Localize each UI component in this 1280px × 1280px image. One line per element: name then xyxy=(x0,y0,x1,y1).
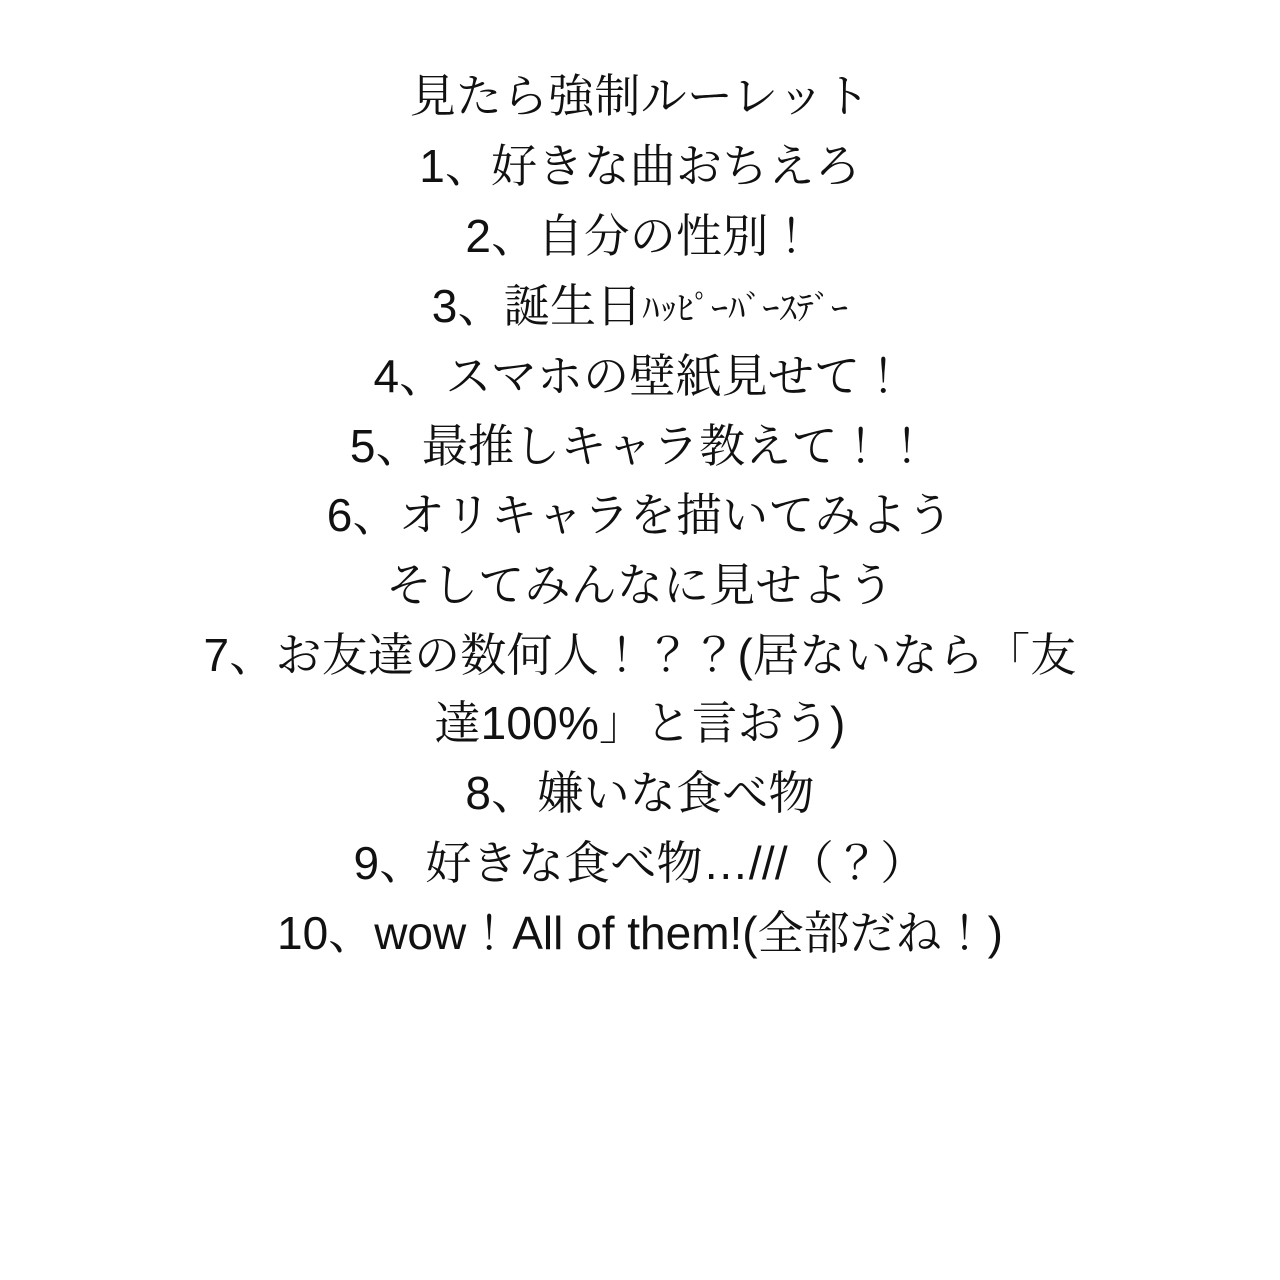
list-item-3 xyxy=(60,272,1220,342)
list-item-9: 9、好きな食べ物…///（？） xyxy=(353,837,927,890)
list-item-3-main: 3、誕生日 xyxy=(431,279,643,332)
list-item-8: 8、嫌いな食べ物 xyxy=(465,767,815,820)
page-title: 見たら強制ルーレット xyxy=(409,70,871,122)
list-item-7: 7、お友達の数何人！？？(居ないなら「友 xyxy=(203,629,1077,682)
list-item-10: 10、wow！All of them!(全部だね！) xyxy=(277,907,1003,960)
list-item-1: 1、好きな曲おちえろ xyxy=(419,139,861,192)
list-item-6: 6、オリキャラを描いてみよう xyxy=(326,489,954,542)
list-item-6-continuation: そしてみんなに見せよう xyxy=(385,559,895,612)
list-item-7-continuation: 達100%」と言おう) xyxy=(434,697,846,750)
list-item-3-halfwidth-katakana: ﾊｯﾋﾟｰﾊﾞｰｽﾃﾞｰ xyxy=(642,289,849,328)
list-item-4: 4、スマホの壁紙見せて！ xyxy=(373,349,907,402)
list-item-5: 5、最推しキャラ教えて！！ xyxy=(349,419,931,472)
list-item-2: 2、自分の性別！ xyxy=(465,209,815,262)
